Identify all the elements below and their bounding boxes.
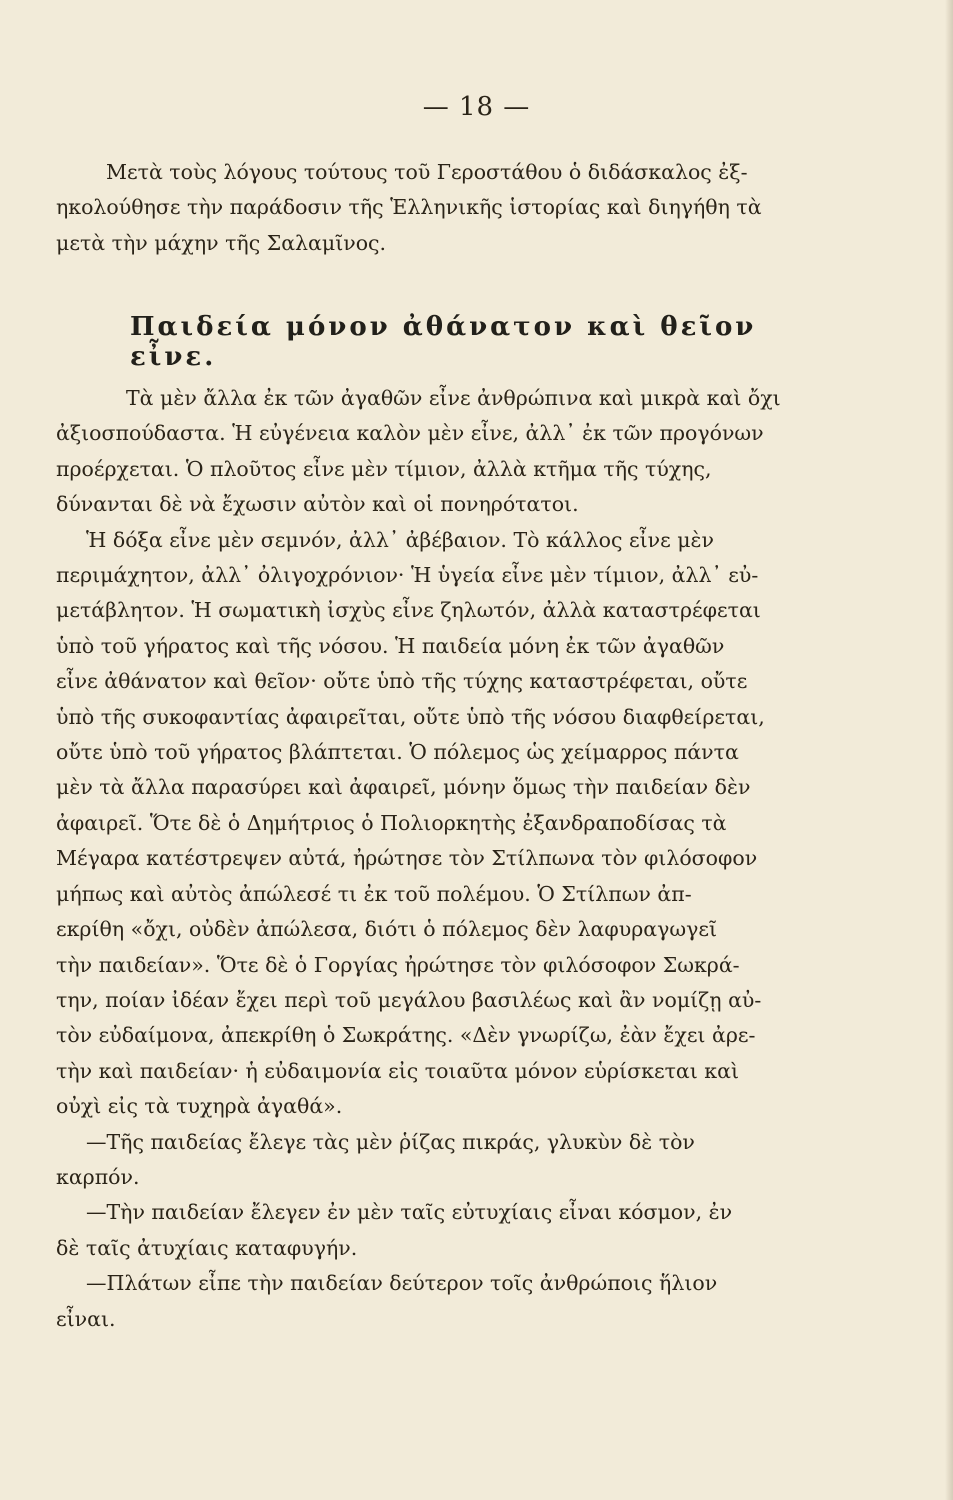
body-line: μετάβλητον. Ἡ σωματικὴ ἰσχὺς εἶνε ζηλωτόν, ἀλλὰ καταστρέφεται: [56, 598, 761, 623]
section-heading: Παιδεία μόνον ἀθάνατον καὶ θεῖον εἶνε.: [130, 312, 757, 372]
body-line: —Τῆς παιδείας ἔλεγε τὰς μὲν ῥίζας πικράς, γλυκὺν δὲ τὸν: [86, 1129, 695, 1154]
body-line: ὑπὸ τῆς συκοφαντίας ἀφαιρεῖται, οὔτε ὑπὸ τῆς νόσου διαφθείρεται,: [56, 704, 765, 729]
page-edge-shadow: [945, 0, 953, 1500]
body-line: Τὰ μὲν ἄλλα ἐκ τῶν ἀγαθῶν εἶνε ἀνθρώπινα καὶ μικρὰ καὶ ὄχι: [126, 386, 781, 410]
intro-line: μετὰ τὴν μάχην τῆς Σαλαμῖνος.: [56, 230, 387, 255]
body-line: —Τὴν παιδείαν ἔλεγεν ἐν μὲν ταῖς εὐτυχίαις εἶναι κόσμον, ἐν: [86, 1200, 733, 1225]
body-line: μήπως καὶ αὐτὸς ἀπώλεσέ τι ἐκ τοῦ πολέμου. Ὁ Στίλπων ἀπ-: [56, 881, 692, 906]
body-line: εἶνε ἀθάνατον καὶ θεῖον· οὔτε ὑπὸ τῆς τύχης καταστρέφεται, οὔτε: [56, 669, 748, 694]
body-line: προέρχεται. Ὁ πλοῦτος εἶνε μὲν τίμιον, ἀλλὰ κτῆμα τῆς τύχης,: [56, 456, 712, 481]
intro-paragraph: [56, 155, 816, 261]
body-line: ὑπὸ τοῦ γήρατος καὶ τῆς νόσου. Ἡ παιδεία μόνη ἐκ τῶν ἀγαθῶν: [56, 633, 725, 658]
body-line: Ἡ δόξα εἶνε μὲν σεμνόν, ἀλλ᾽ ἀβέβαιον. Τὸ κάλλος εἶνε μὲν: [86, 527, 715, 552]
body-line: Μέγαρα κατέστρεψεν αὐτά, ἠρώτησε τὸν Στίλπωνα τὸν φιλόσοφον: [56, 846, 758, 871]
body-line: οὐχὶ εἰς τὰ τυχηρὰ ἀγαθά».: [56, 1094, 343, 1119]
body-text: [56, 381, 816, 1337]
page-number: — 18 —: [422, 92, 531, 122]
body-line: οὔτε ὑπὸ τοῦ γήρατος βλάπτεται. Ὁ πόλεμος ὡς χείμαρρος πάντα: [56, 740, 739, 765]
body-line: δύνανται δὲ νὰ ἔχωσιν αὐτὸν καὶ οἱ πονηρότατοι.: [56, 492, 579, 517]
body-line: εἶναι.: [56, 1306, 116, 1331]
body-line: τὴν καὶ παιδείαν· ἡ εὐδαιμονία εἰς τοιαῦτα μόνον εὑρίσκεται καὶ: [56, 1058, 739, 1083]
body-line: περιμάχητον, ἀλλ᾽ ὀλιγοχρόνιον· Ἡ ὑγεία εἶνε μὲν τίμιον, ἀλλ᾽ εὐ-: [56, 563, 759, 588]
body-line: την, ποίαν ἰδέαν ἔχει περὶ τοῦ μεγάλου βασιλέως καὶ ἂν νομίζῃ αὐ-: [56, 987, 762, 1012]
body-line: καρπόν.: [56, 1164, 140, 1189]
body-line: —Πλάτων εἶπε τὴν παιδείαν δεύτερον τοῖς ἀνθρώποις ἥλιον: [86, 1271, 718, 1296]
body-line: ἀξιοσπούδαστα. Ἡ εὐγένεια καλὸν μὲν εἶνε, ἀλλ᾽ ἐκ τῶν προγόνων: [56, 421, 764, 446]
body-line: τὸν εὐδαίμονα, ἀπεκρίθη ὁ Σωκράτης. «Δὲν γνωρίζω, ἐὰν ἔχει ἀρε-: [56, 1023, 756, 1048]
body-line: εκρίθη «ὄχι, οὐδὲν ἀπώλεσα, διότι ὁ πόλεμος δὲν λαφυραγωγεῖ: [56, 917, 717, 942]
intro-line: ηκολούθησε τὴν παράδοσιν τῆς Ἑλληνικῆς ἱστορίας καὶ διηγήθη τὰ: [56, 195, 762, 220]
intro-line: Μετὰ τοὺς λόγους τούτους τοῦ Γεροστάθου ὁ διδάσκαλος ἐξ-: [106, 160, 748, 184]
body-line: τὴν παιδείαν». Ὅτε δὲ ὁ Γοργίας ἠρώτησε τὸν φιλόσοφον Σωκρά-: [56, 952, 740, 977]
body-line: μὲν τὰ ἄλλα παρασύρει καὶ ἀφαιρεῖ, μόνην ὅμως τὴν παιδείαν δὲν: [56, 775, 751, 800]
body-line: ἀφαιρεῖ. Ὅτε δὲ ὁ Δημήτριος ὁ Πολιορκητὴς ἐξανδραποδίσας τὰ: [56, 810, 727, 835]
body-line: δὲ ταῖς ἀτυχίαις καταφυγήν.: [56, 1235, 358, 1260]
